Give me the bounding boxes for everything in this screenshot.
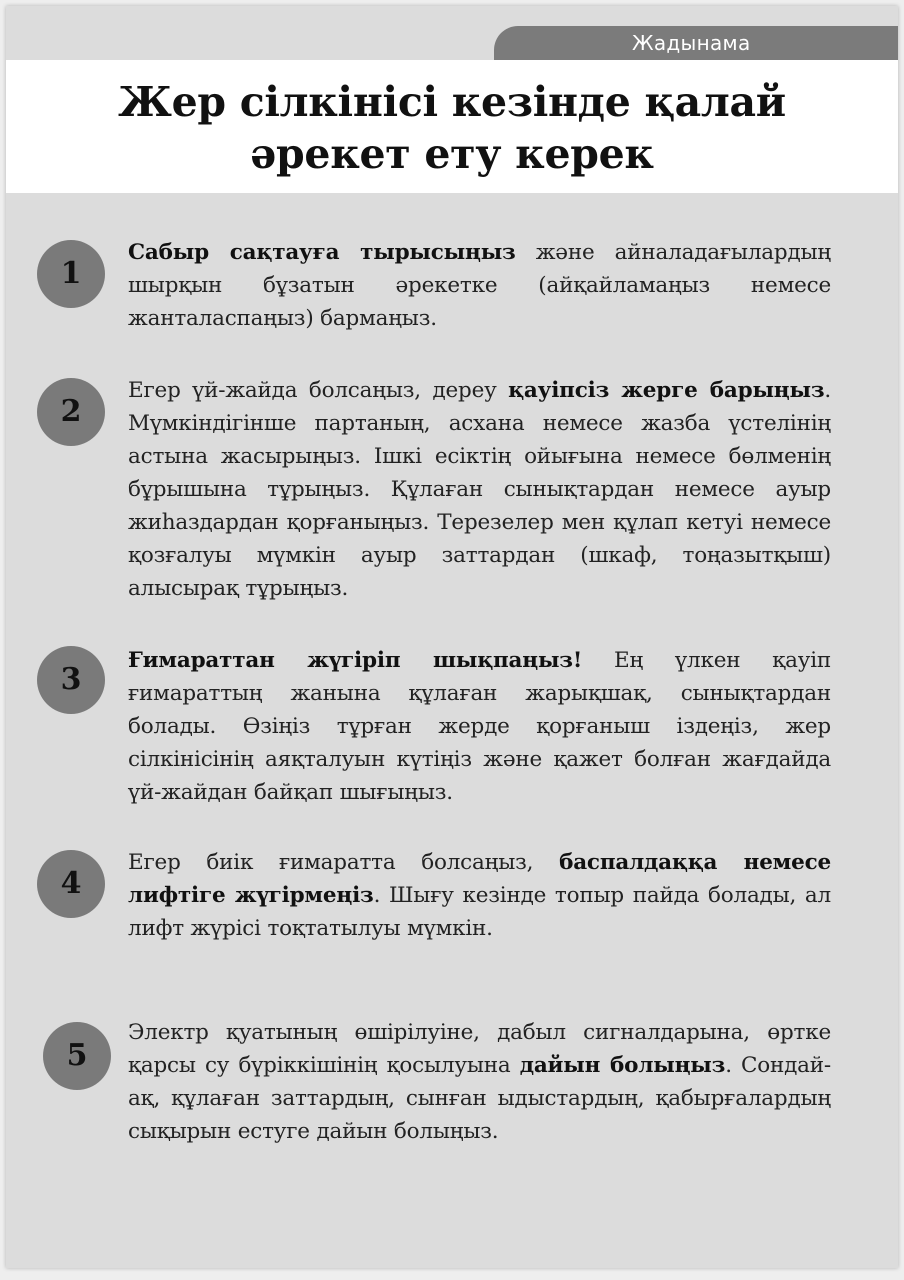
memo-tag: Жадынама	[494, 26, 898, 70]
step-text	[128, 374, 831, 605]
document-page	[6, 6, 898, 1268]
step-number-badge: 2	[37, 378, 105, 446]
step-number-badge: 5	[43, 1022, 111, 1090]
step-text	[128, 1016, 831, 1148]
step-number-badge: 4	[37, 850, 105, 918]
step-bold: қауіпсіз жерге барыңыз	[508, 378, 825, 403]
title-line-2: әрекет ету керек	[250, 130, 654, 178]
step-text-after: Ең үлкен қауіп ғимараттың жанына құлаған жарықшақ, сынықтардан болады. Өзіңіз тұрған жерде қорғаныш іздеңіз, жер сілкінісінің аяқталуын күтіңіз және қажет болған жағдайда үй-жайдан байқап шығыңыз.	[128, 648, 831, 805]
step-bold: Ғимараттан жүгіріп шықпаңыз!	[128, 648, 583, 673]
step-text	[128, 846, 831, 945]
step-text-after: . Шығу кезінде топыр пайда болады, ал лифт жүрісі тоқтатылуы мүмкін.	[128, 883, 831, 941]
step-text	[128, 236, 831, 335]
step-text-before: Егер биік ғимаратта болсаңыз,	[128, 850, 560, 875]
step-number-badge: 3	[37, 646, 105, 714]
step-text-before: Электр қуатының өшірілуіне, дабыл сигналдарына, өртке қарсы су бүріккішінің қосылуына	[128, 1020, 831, 1078]
step-text-after: және айналадағылардың шырқын бұзатын әрекетке (айқайламаңыз немесе жанталаспаңыз) бармаңыз.	[128, 240, 831, 331]
step-bold: Сабыр сақтауға тырысыңыз	[128, 240, 516, 265]
step-bold: дайын болыңыз	[519, 1053, 726, 1078]
page-title	[6, 76, 898, 180]
step-text	[128, 644, 831, 809]
step-number-badge: 1	[37, 240, 105, 308]
title-line-1: Жер сілкінісі кезінде қалай	[118, 78, 786, 126]
step-text-after: . Мүмкіндігінше партаның, асхана немесе жазба үстелінің астына жасырыңыз. Ішкі есіктің ойығына немесе бөлменің бұрышына тұрыңыз. Құлаған сынықтардан немесе ауыр жиһаздардан қорғаныңыз. Терезелер мен құлап кетуі немесе қозғалуы мүмкін ауыр заттардан (шкаф, тоңазытқыш) алысырақ тұрыңыз.	[128, 378, 832, 601]
step-bold: баспалдаққа немесе лифтіге жүгірмеңіз	[128, 850, 831, 908]
step-text-after: . Сондай-ақ, құлаған заттардың, сынған ыдыстардың, қабырғалардың сықырын естуге дайын болыңыз.	[128, 1053, 831, 1144]
step-text-before: Егер үй-жайда болсаңыз, дереу	[128, 378, 509, 403]
title-band	[6, 60, 898, 193]
